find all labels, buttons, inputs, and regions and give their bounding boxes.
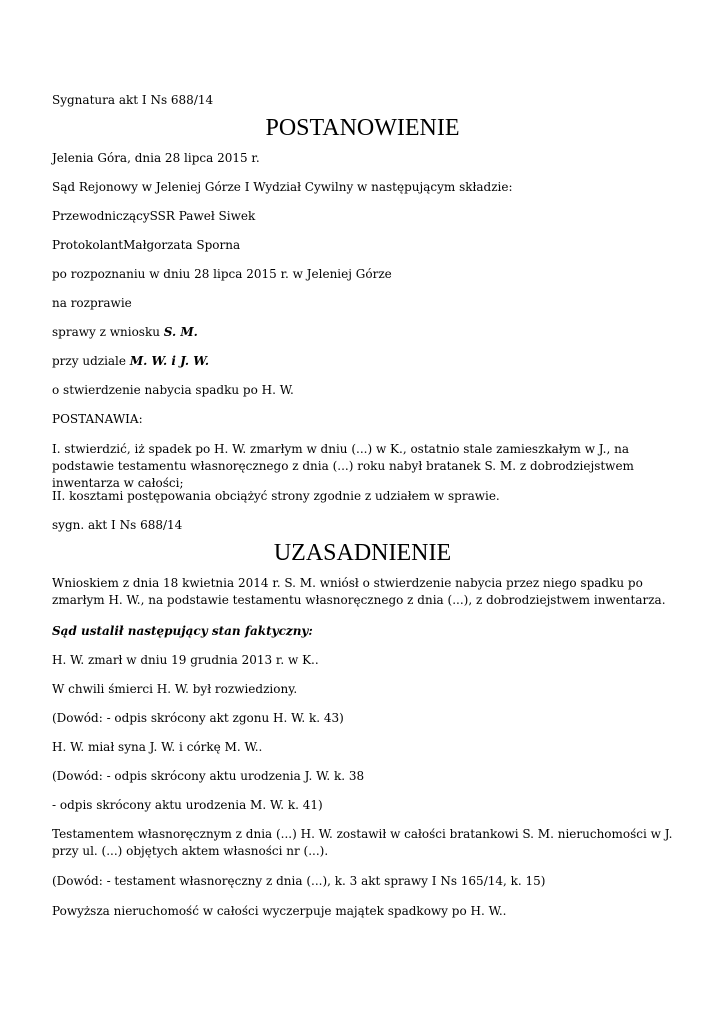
ruling-heading: POSTANAWIA:: [52, 412, 143, 426]
case-prefix: sprawy z wniosku: [52, 325, 164, 339]
fact-paragraph: Testamentem własnoręcznym z dnia (...) H. W. zostawił w całości bratankowi S. M. nieruchomości w J. przy ul. (...) objętych aktem własności nr (...).: [52, 827, 673, 858]
case-signature: Sygnatura akt I Ns 688/14: [52, 93, 214, 107]
court-clerk: ProtokolantMałgorzata Sporna: [52, 238, 241, 252]
justification-title: UZASADNIENIE: [273, 540, 452, 566]
applicant-name: S. M.: [163, 325, 198, 339]
fact-paragraph: (Dowód: - testament własnoręczny z dnia (...), k. 3 akt sprawy I Ns 165/14, k. 15): [52, 874, 546, 888]
justification-signature: sygn. akt I Ns 688/14: [52, 518, 183, 532]
fact-paragraph: H. W. miał syna J. W. i córkę M. W..: [52, 740, 263, 754]
session-type: na rozprawie: [52, 296, 132, 310]
case-participants: [52, 353, 209, 370]
court-composition: Sąd Rejonowy w Jeleniej Górze I Wydział Cywilny w następującym składzie:: [52, 180, 513, 194]
case-applicant: [52, 324, 198, 341]
presiding-judge: PrzewodniczącySSR Paweł Siwek: [52, 209, 256, 223]
fact-paragraph: - odpis skrócony aktu urodzenia M. W. k. 41): [52, 798, 323, 812]
document-title: POSTANOWIENIE: [265, 115, 460, 141]
participation-prefix: przy udziale: [52, 354, 130, 368]
place-date: Jelenia Góra, dnia 28 lipca 2015 r.: [52, 151, 260, 165]
justification-intro: Wnioskiem z dnia 18 kwietnia 2014 r. S. M. wniósł o stwierdzenie nabycia przez niego spadku po zmarłym H. W., na podstawie testamentu własnoręcznego z dnia (...), z dobrodziejstwem inwentarza.: [52, 576, 666, 607]
fact-paragraph: W chwili śmierci H. W. był rozwiedziony.: [52, 682, 298, 696]
fact-paragraph: (Dowód: - odpis skrócony akt zgonu H. W. k. 43): [52, 711, 344, 725]
fact-paragraph: (Dowód: - odpis skrócony aktu urodzenia J. W. k. 38: [52, 769, 365, 783]
fact-paragraph: Powyższa nieruchomość w całości wyczerpuje majątek spadkowy po H. W..: [52, 904, 507, 918]
facts-heading: Sąd ustalił następujący stan faktyczny:: [52, 624, 313, 638]
ruling-item: I. stwierdzić, iż spadek po H. W. zmarłym w dniu (...) w K., ostatnio stale zamieszkałym w J., na podstawie testamentu własnoręcznego z dnia (...) roku nabył bratanek S. M. z dobrodziejstwem inwentarza w całości;: [52, 442, 634, 490]
hearing-info: po rozpoznaniu w dniu 28 lipca 2015 r. w Jeleniej Górze: [52, 267, 392, 281]
fact-paragraph: H. W. zmarł w dniu 19 grudnia 2013 r. w K..: [52, 653, 319, 667]
case-subject: o stwierdzenie nabycia spadku po H. W.: [52, 383, 294, 397]
participant-names: M. W. i J. W.: [129, 354, 210, 368]
ruling-item: II. kosztami postępowania obciążyć strony zgodnie z udziałem w sprawie.: [52, 489, 500, 503]
